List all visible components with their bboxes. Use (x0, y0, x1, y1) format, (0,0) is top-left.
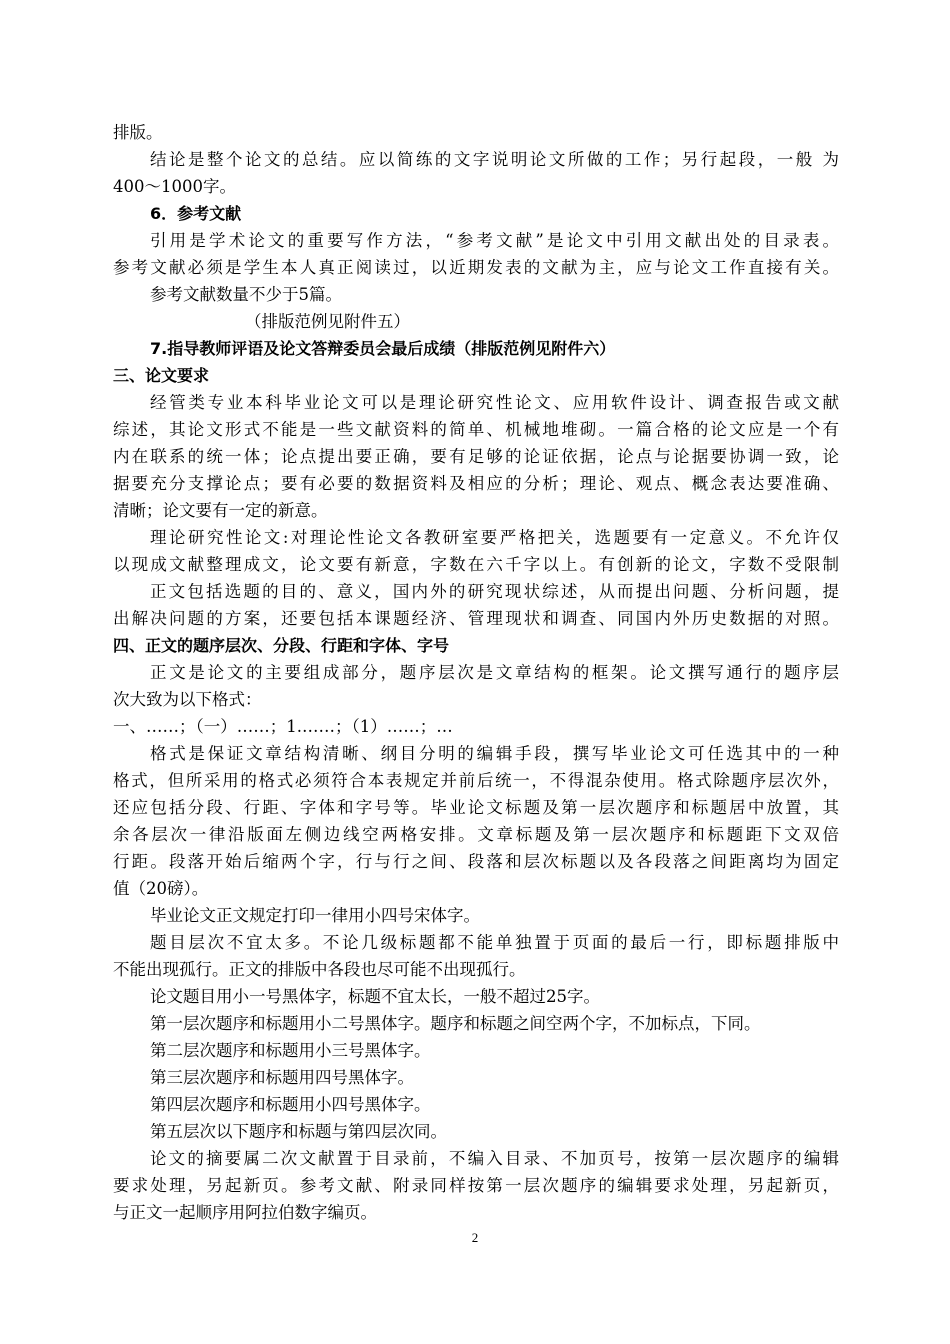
paragraph-line: 清晰；论文要有一定的新意。 (113, 501, 328, 520)
page-number: 2 (471, 1230, 479, 1245)
paragraph-line: 一、……；（一）……；1.……；（1）……；… (113, 717, 453, 736)
paragraph-line: 论文题目用小一号黑体字，标题不宜太长，一般不超过25字。 (150, 987, 600, 1006)
paragraph-line: 格式是保证文章结构清晰、纲目分明的编辑手段，撰写毕业论文可任选其中的一种 (150, 744, 839, 763)
paragraph-line: 结论是整个论文的总结。应以简练的文字说明论文所做的工作；另行起段，一般 为 (150, 150, 839, 169)
paragraph-line: 综述，其论文形式不能是一些文献资料的简单、机械地堆砌。一篇合格的论文应是一个有 (113, 420, 839, 439)
paragraph-line: 第一层次题序和标题用小二号黑体字。题序和标题之间空两个字，不加标点，下同。 (150, 1014, 761, 1033)
paragraph-line: 余各层次一律沿版面左侧边线空两格安排。文章标题及第一层次题序和标题距下文双倍 (113, 825, 839, 844)
paragraph-line: 论文的摘要属二次文献置于目录前，不编入目录、不加页号，按第一层次题序的编辑 (150, 1149, 839, 1168)
paragraph-line: 参考文献数量不少于5篇。 (150, 285, 342, 304)
paragraph-line: 经管类专业本科毕业论文可以是理论研究性论文、应用软件设计、调查报告或文献 (150, 393, 839, 412)
paragraph-line: 正文包括选题的目的、意义，国内外的研究现状综述，从而提出问题、分析问题，提 (150, 582, 839, 601)
paragraph-line: 次大致为以下格式： (113, 690, 262, 709)
paragraph-line: 400～1000字。 (113, 177, 236, 196)
paragraph-line: 与正文一起顺序用阿拉伯数字编页。 (113, 1203, 377, 1222)
paragraph-line: 第四层次题序和标题用小四号黑体字。 (150, 1095, 431, 1114)
paragraph-line: 第三层次题序和标题用四号黑体字。 (150, 1068, 414, 1087)
paragraph-line: （排版范例见附件五） (245, 312, 410, 331)
section-heading: 6．参考文献 (150, 204, 242, 223)
paragraph-line: 参考文献必须是学生本人真正阅读过，以近期发表的文献为主，应与论文工作直接有关。 (113, 258, 839, 277)
paragraph-line: 格式，但所采用的格式必须符合本表规定并前后统一，不得混杂使用。格式除题序层次外， (113, 771, 839, 790)
paragraph-line: 还应包括分段、行距、字体和字号等。毕业论文标题及第一层次题序和标题居中放置，其 (113, 798, 839, 817)
paragraph-line: 行距。段落开始后缩两个字，行与行之间、段落和层次标题以及各段落之间距离均为固定 (113, 852, 839, 871)
paragraph-line: 据要充分支撑论点；要有必要的数据资料及相应的分析；理论、观点、概念表达要准确、 (113, 474, 839, 493)
paragraph-line: 题目层次不宜太多。不论几级标题都不能单独置于页面的最后一行，即标题排版中 (150, 933, 839, 952)
paragraph-line: 正文是论文的主要组成部分，题序层次是文章结构的框架。论文撰写通行的题序层 (150, 663, 839, 682)
paragraph-line: 第五层次以下题序和标题与第四层次同。 (150, 1122, 447, 1141)
paragraph-line: 排版。 (113, 123, 163, 142)
paragraph-line: 以现成文献整理成文，论文要有新意，字数在六千字以上。有创新的论文，字数不受限制 (113, 555, 839, 574)
paragraph-line: 毕业论文正文规定打印一律用小四号宋体字。 (150, 906, 480, 925)
paragraph-line: 引用是学术论文的重要写作方法，“参考文献”是论文中引用文献出处的目录表。 (150, 231, 839, 250)
paragraph-line: 理论研究性论文:对理论性论文各教研室要严格把关，选题要有一定意义。不允许仅 (150, 528, 839, 547)
paragraph-line: 第二层次题序和标题用小三号黑体字。 (150, 1041, 431, 1060)
section-heading: 7.指导教师评语及论文答辩委员会最后成绩（排版范例见附件六） (150, 339, 616, 358)
paragraph-line: 不能出现孤行。正文的排版中各段也尽可能不出现孤行。 (113, 960, 526, 979)
section-heading: 四、正文的题序层次、分段、行距和字体、字号 (113, 636, 450, 655)
paragraph-line: 内在联系的统一体；论点提出要正确，要有足够的论证依据，论点与论据要协调一致，论 (113, 447, 839, 466)
section-heading: 三、论文要求 (113, 366, 210, 385)
paragraph-line: 要求处理，另起新页。参考文献、附录同样按第一层次题序的编辑要求处理，另起新页， (113, 1176, 839, 1195)
paragraph-line: 值（20磅）。 (113, 879, 209, 898)
paragraph-line: 出解决问题的方案，还要包括本课题经济、管理现状和调查、同国内外历史数据的对照。 (113, 609, 839, 628)
